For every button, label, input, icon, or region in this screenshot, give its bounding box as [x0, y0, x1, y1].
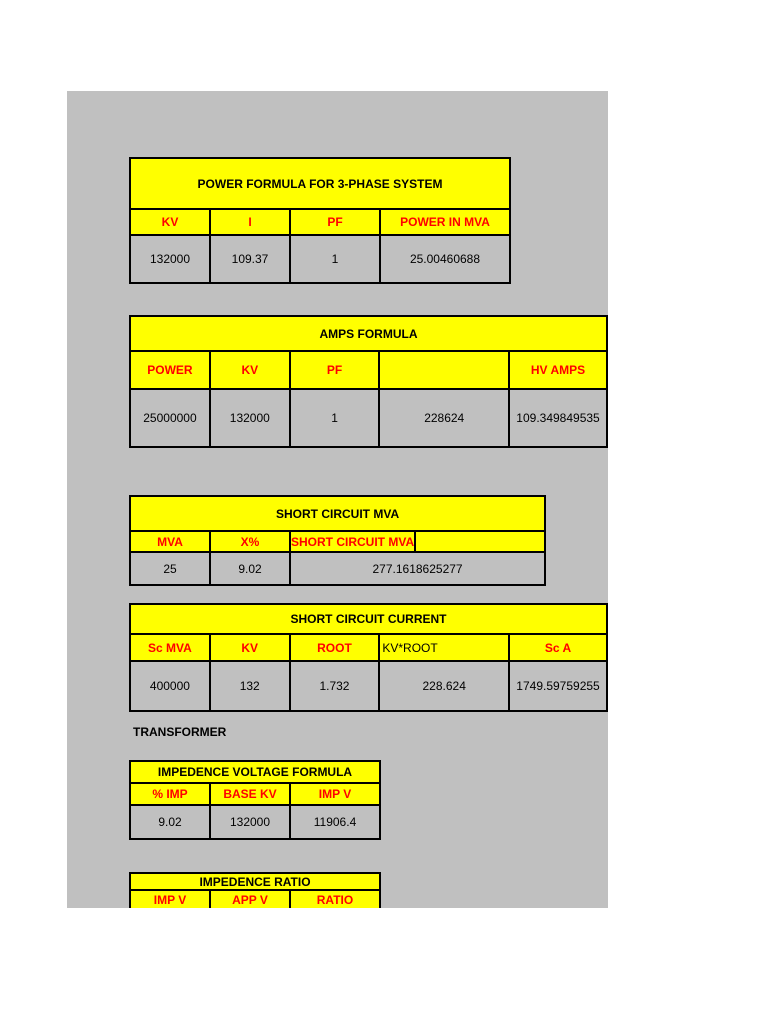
cell-hv-amps[interactable]: 109.349849535 [509, 389, 607, 447]
impedence-voltage-title: IMPEDENCE VOLTAGE FORMULA [130, 761, 380, 783]
short-circuit-mva-title: SHORT CIRCUIT MVA [130, 496, 545, 531]
power-formula-title: POWER FORMULA FOR 3-PHASE SYSTEM [130, 158, 510, 209]
cell-base-kv[interactable]: 132000 [210, 805, 290, 839]
amps-formula-table [129, 315, 608, 448]
power-formula-table [129, 157, 511, 284]
cell-kv[interactable]: 132 [210, 661, 290, 711]
header-x-percent[interactable]: X% [210, 531, 290, 552]
cell-kv[interactable]: 132000 [130, 235, 210, 283]
header-i[interactable]: I [210, 209, 290, 235]
cell-imp-v[interactable]: 11906.4 [290, 805, 380, 839]
header-power[interactable]: POWER [130, 351, 210, 389]
spreadsheet-area [67, 91, 608, 908]
cell-sc-a[interactable]: 1749.59759255 [509, 661, 607, 711]
short-circuit-current-title: SHORT CIRCUIT CURRENT [130, 604, 607, 634]
impedence-voltage-table [129, 760, 381, 840]
transformer-label: TRANSFORMER [133, 725, 227, 739]
header-kv[interactable]: KV [210, 351, 290, 389]
header-short-circuit-mva[interactable]: SHORT CIRCUIT MVA [290, 531, 415, 552]
cell-root[interactable]: 1.732 [290, 661, 380, 711]
header-imp-v[interactable]: IMP V [130, 890, 210, 908]
cell-kv[interactable]: 132000 [210, 389, 290, 447]
header-kv-root[interactable]: KV*ROOT [379, 634, 509, 661]
cell-sc-mva[interactable]: 400000 [130, 661, 210, 711]
short-circuit-mva-table [129, 495, 546, 586]
cell-pf[interactable]: 1 [290, 235, 380, 283]
header-percent-imp[interactable]: % IMP [130, 783, 210, 805]
header-kv[interactable]: KV [130, 209, 210, 235]
cell-intermediate[interactable]: 228624 [379, 389, 509, 447]
amps-formula-title: AMPS FORMULA [130, 316, 607, 351]
cell-power[interactable]: 25000000 [130, 389, 210, 447]
header-app-v[interactable]: APP V [210, 890, 290, 908]
header-root[interactable]: ROOT [290, 634, 380, 661]
impedence-ratio-table [129, 872, 381, 908]
cell-x-percent[interactable]: 9.02 [210, 552, 290, 585]
header-base-kv[interactable]: BASE KV [210, 783, 290, 805]
cell-kv-root[interactable]: 228.624 [379, 661, 509, 711]
header-pf[interactable]: PF [290, 209, 380, 235]
header-mva[interactable]: MVA [130, 531, 210, 552]
header-power-in-mva[interactable]: POWER IN MVA [380, 209, 510, 235]
header-pf[interactable]: PF [290, 351, 380, 389]
short-circuit-current-table [129, 603, 608, 712]
cell-mva[interactable]: 25 [130, 552, 210, 585]
header-sc-a[interactable]: Sc A [509, 634, 607, 661]
header-blank-cell[interactable] [415, 531, 545, 552]
header-kv[interactable]: KV [210, 634, 290, 661]
cell-short-circuit-mva[interactable]: 277.1618625277 [290, 552, 545, 585]
header-hv-amps[interactable]: HV AMPS [509, 351, 607, 389]
header-imp-v[interactable]: IMP V [290, 783, 380, 805]
cell-percent-imp[interactable]: 9.02 [130, 805, 210, 839]
header-blank[interactable] [379, 351, 509, 389]
cell-power-in-mva[interactable]: 25.00460688 [380, 235, 510, 283]
header-sc-mva[interactable]: Sc MVA [130, 634, 210, 661]
cell-pf[interactable]: 1 [290, 389, 380, 447]
impedence-ratio-title: IMPEDENCE RATIO [130, 873, 380, 890]
header-ratio[interactable]: RATIO [290, 890, 380, 908]
cell-i[interactable]: 109.37 [210, 235, 290, 283]
